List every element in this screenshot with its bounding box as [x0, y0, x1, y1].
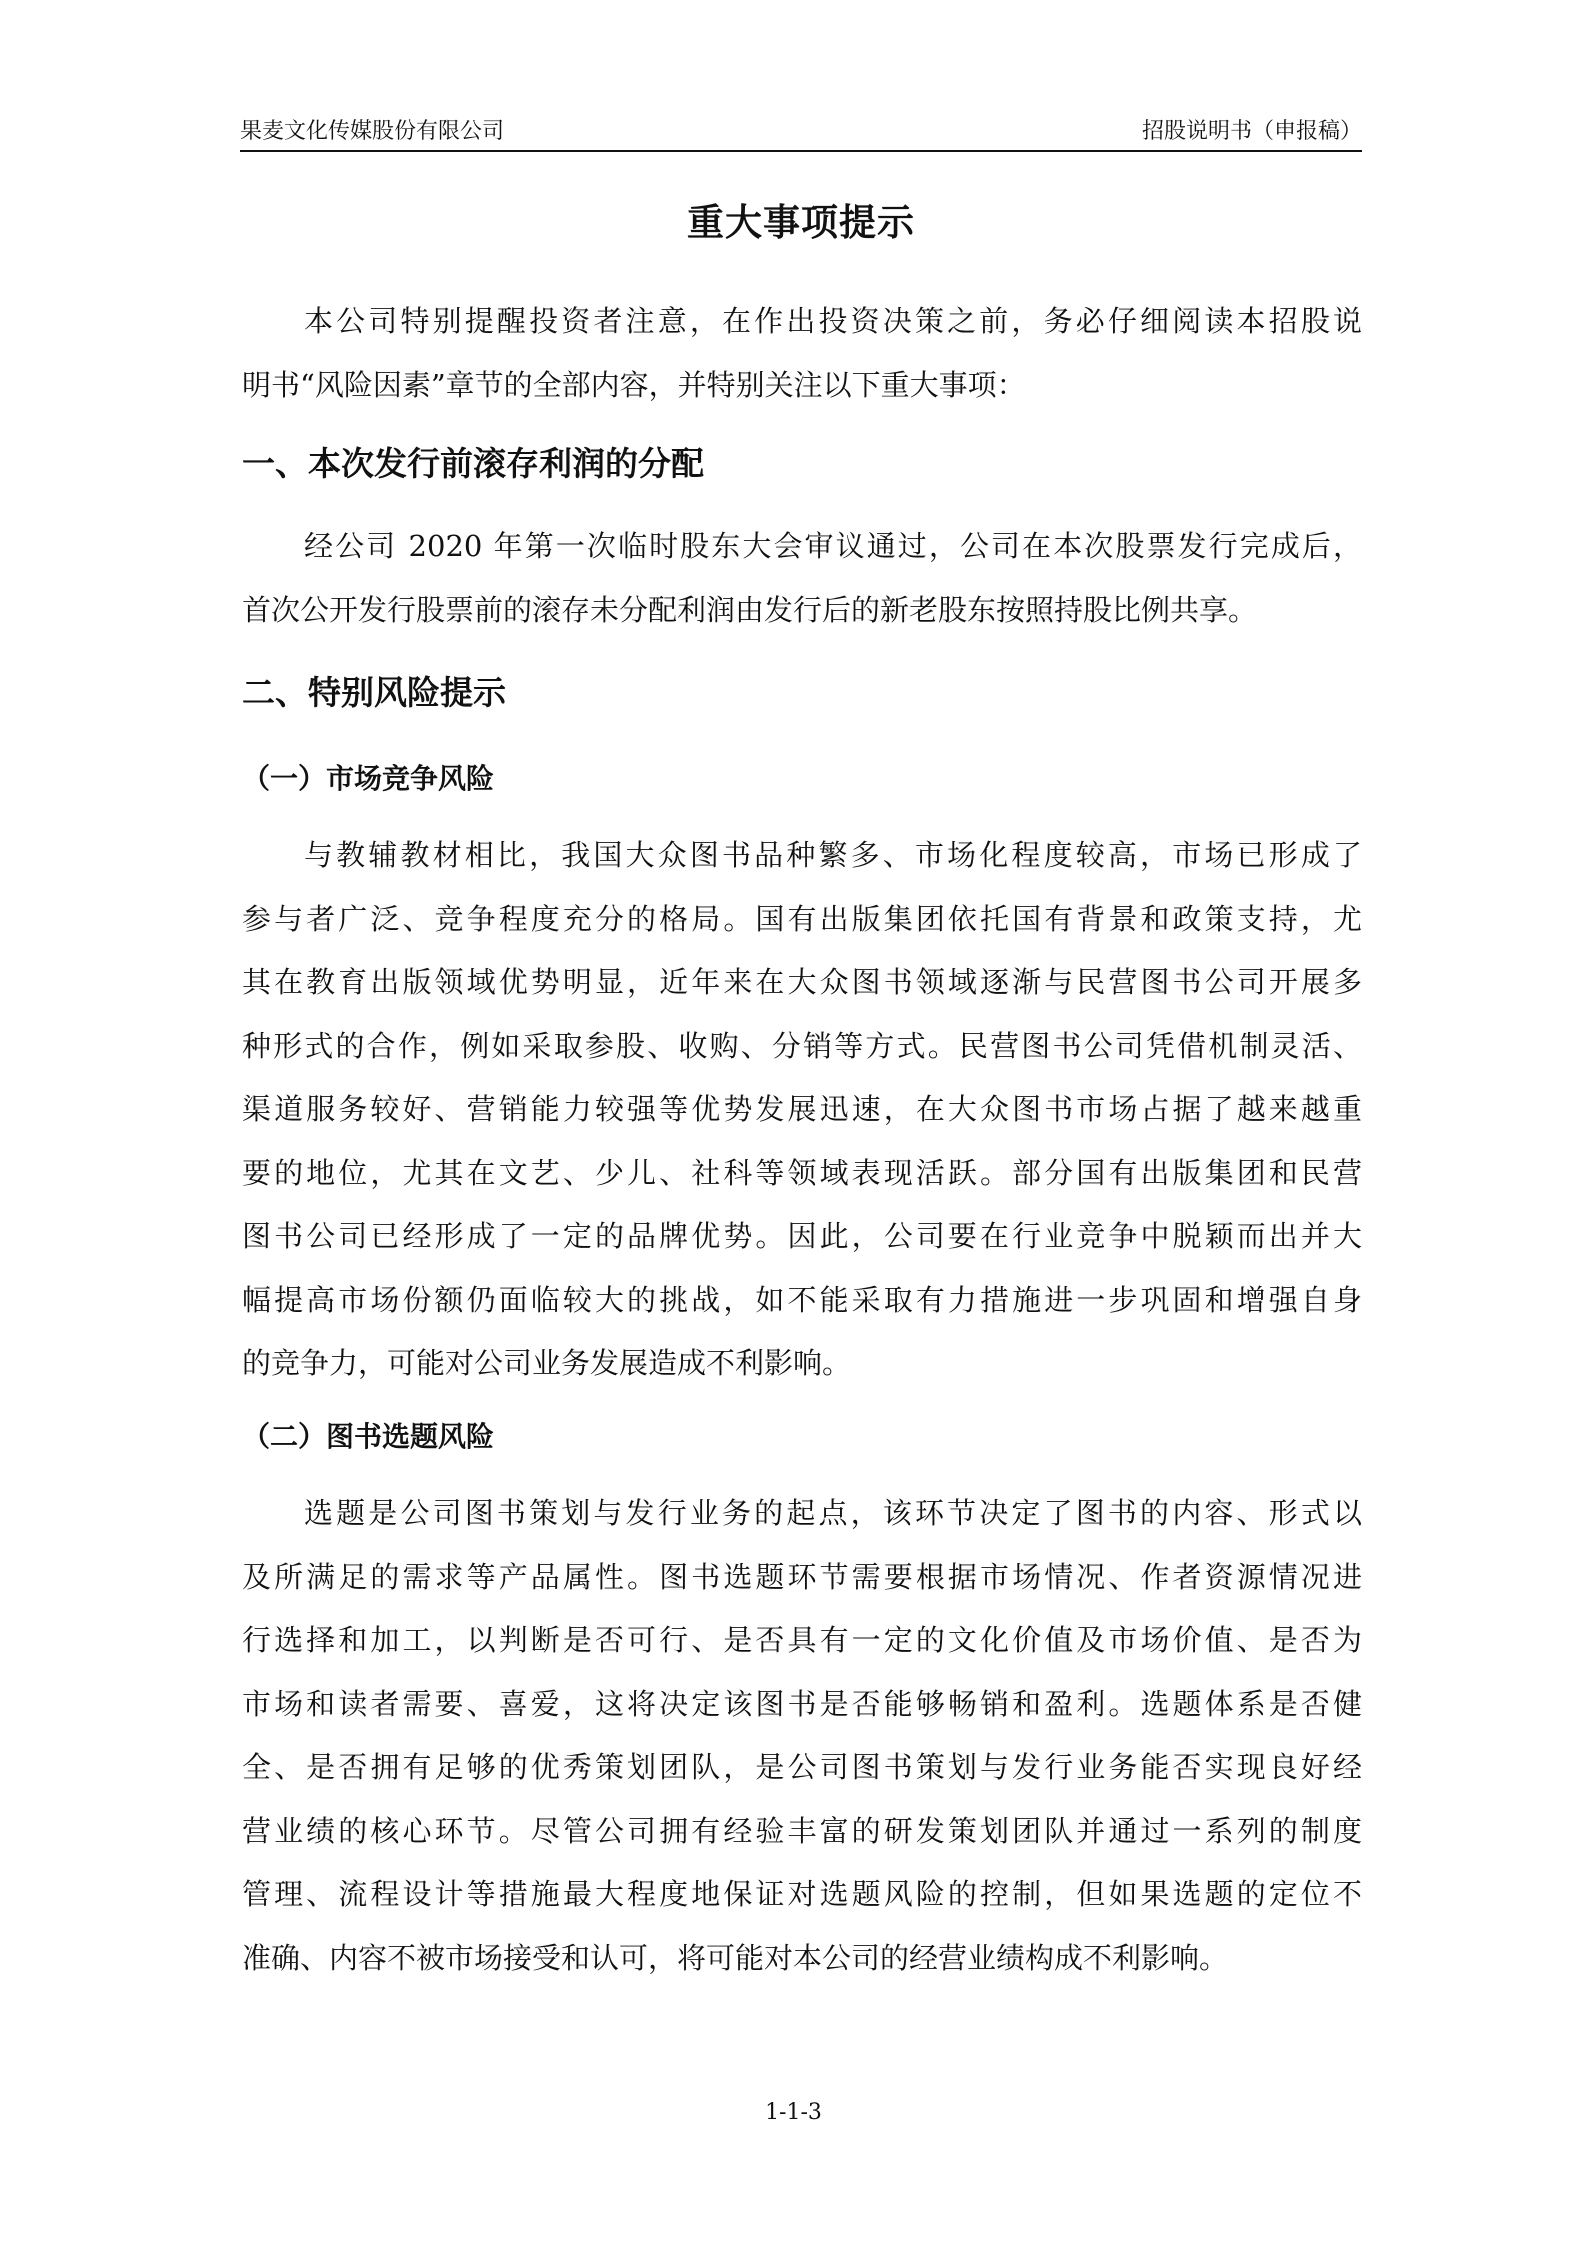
subsection1-heading: （一）市场竞争风险: [242, 762, 495, 795]
subsection1-line: 渠道服务较好、营销能力较强等优势发展迅速，在大众图书市场占据了越来越重: [242, 1092, 1362, 1126]
subsection1-line: 的竞争力，可能对公司业务发展造成不利影响。: [242, 1346, 852, 1380]
intro-paragraph: [242, 290, 1362, 417]
subsection2-line: 行选择和加工，以判断是否可行、是否具有一定的文化价值及市场价值、是否为: [242, 1623, 1362, 1657]
section1-heading: 一、本次发行前滚存利润的分配: [242, 444, 704, 483]
section2-heading: 二、特别风险提示: [242, 673, 506, 712]
subsection2-line: 市场和读者需要、喜爱，这将决定该图书是否能够畅销和盈利。选题体系是否健: [242, 1686, 1362, 1721]
subsection2-heading: （二）图书选题风险: [242, 1420, 495, 1453]
subsection2-line: 及所满足的需求等产品属性。图书选题环节需要根据市场情况、作者资源情况进: [242, 1559, 1362, 1594]
subsection1-line: 图书公司已经形成了一定的品牌优势。因此，公司要在行业竞争中脱颖而出并大: [242, 1219, 1362, 1253]
subsection1-line: 要的地位，尤其在文艺、少儿、社科等领域表现活跃。部分国有出版集团和民营: [242, 1155, 1362, 1190]
page-header: [240, 112, 1362, 152]
subsection1-paragraph: [242, 824, 1362, 1396]
section1-line: 首次公开发行股票前的滚存未分配利润由发行后的新老股东按照持股比例共享。: [242, 592, 1258, 627]
subsection1-line: 幅提高市场份额仍面临较大的挑战，如不能采取有力措施进一步巩固和增强自身: [242, 1282, 1362, 1317]
header-doc-type: 招股说明书（申报稿）: [1141, 119, 1362, 144]
page-title: 重大事项提示: [687, 201, 915, 244]
subsection2-paragraph: [242, 1482, 1362, 1990]
subsection1-line: 与教辅教材相比，我国大众图书品种繁多、市场化程度较高，市场已形成了: [304, 838, 1362, 872]
subsection2-line: 全、是否拥有足够的优秀策划团队，是公司图书策划与发行业务能否实现良好经: [242, 1750, 1362, 1784]
section1-line: 经公司 2020 年第一次临时股东大会审议通过，公司在本次股票发行完成后，: [304, 529, 1362, 563]
subsection2-line: 准确、内容不被市场接受和认可，将可能对本公司的经营业绩构成不利影响。: [242, 1940, 1229, 1975]
header-company: 果麦文化传媒股份有限公司: [240, 119, 505, 144]
intro-line: 本公司特别提醒投资者注意，在作出投资决策之前，务必仔细阅读本招股说: [304, 304, 1362, 338]
page-number: 1-1-3: [765, 2100, 822, 2125]
subsection2-line: 营业绩的核心环节。尽管公司拥有经验丰富的研发策划团队并通过一系列的制度: [242, 1813, 1362, 1848]
subsection1-line: 参与者广泛、竞争程度充分的格局。国有出版集团依托国有背景和政策支持，尤: [242, 901, 1362, 936]
subsection2-line: 管理、流程设计等措施最大程度地保证对选题风险的控制，但如果选题的定位不: [242, 1877, 1362, 1911]
section1-paragraph: [242, 515, 1362, 642]
subsection2-line: 选题是公司图书策划与发行业务的起点，该环节决定了图书的内容、形式以: [304, 1496, 1362, 1530]
intro-line: 明书“风险因素”章节的全部内容，并特别关注以下重大事项：: [242, 367, 1026, 402]
subsection1-line: 种形式的合作，例如采取参股、收购、分销等方式。民营图书公司凭借机制灵活、: [242, 1028, 1362, 1063]
subsection1-line: 其在教育出版领域优势明显，近年来在大众图书领域逐渐与民营图书公司开展多: [242, 965, 1362, 999]
